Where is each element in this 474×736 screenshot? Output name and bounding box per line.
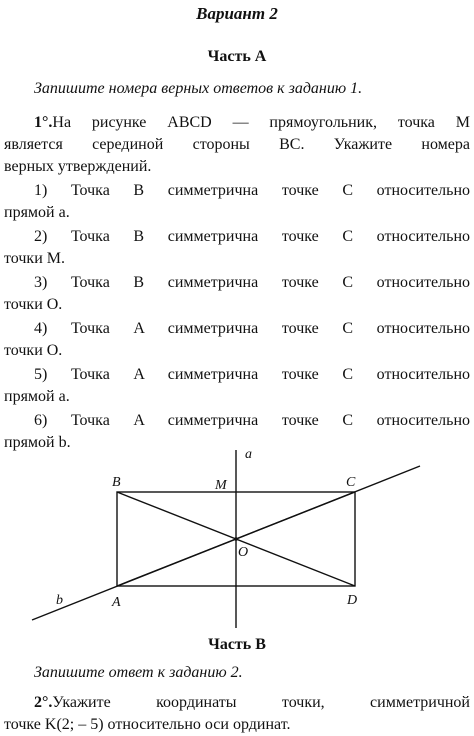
label-D: D <box>347 593 358 608</box>
task-1-line-3: верных утверждений. <box>4 158 152 175</box>
label-C: C <box>346 475 356 490</box>
task-1-number: 1°. <box>34 114 53 131</box>
task-1-text: На рисунке ABCD — прямоугольник, точка M <box>52 114 470 131</box>
task-1-line-2: является серединой стороны BC. Укажите номера <box>4 136 470 153</box>
option-3-line-2: точки O. <box>4 296 63 313</box>
task-2-text: Укажите координаты точки, симметричной <box>52 694 470 711</box>
part-a-title: Часть А <box>207 48 267 65</box>
option-5-line-1: 5) Точка A симметрична точке C относительно <box>34 366 470 383</box>
label-A: A <box>112 595 121 610</box>
option-6-line-1: 6) Точка A симметрична точке C относительно <box>34 412 470 429</box>
option-1-line-1: 1) Точка B симметрична точке C относительно <box>34 182 470 199</box>
part-b-title: Часть В <box>208 636 266 653</box>
option-5-line-2: прямой a. <box>4 388 70 405</box>
label-O: O <box>238 545 249 560</box>
task-2-line-2: точке K(2; – 5) относительно оси ординат. <box>4 716 291 733</box>
part-a-instruction: Запишите номера верных ответов к заданию 1. <box>34 80 363 97</box>
option-6-line-2: прямой b. <box>4 434 71 451</box>
option-2-line-2: точки M. <box>4 250 65 267</box>
option-2-line-1: 2) Точка B симметрична точке C относительно <box>34 228 470 245</box>
part-b-instruction: Запишите ответ к заданию 2. <box>34 664 243 681</box>
task-2-line-1 <box>34 694 470 712</box>
point-o <box>234 537 238 541</box>
option-4-line-1: 4) Точка A симметрична точке C относительно <box>34 320 470 337</box>
option-1-line-2: прямой a. <box>4 204 70 221</box>
option-3-line-1: 3) Точка B симметрична точке C относительно <box>34 274 470 291</box>
task-2-number: 2°. <box>34 694 53 711</box>
label-B: B <box>112 475 121 490</box>
label-a: a <box>245 447 252 462</box>
variant-title: Вариант 2 <box>196 4 278 23</box>
label-b: b <box>56 593 63 608</box>
option-4-line-2: точки O. <box>4 342 63 359</box>
label-M: M <box>215 478 227 493</box>
